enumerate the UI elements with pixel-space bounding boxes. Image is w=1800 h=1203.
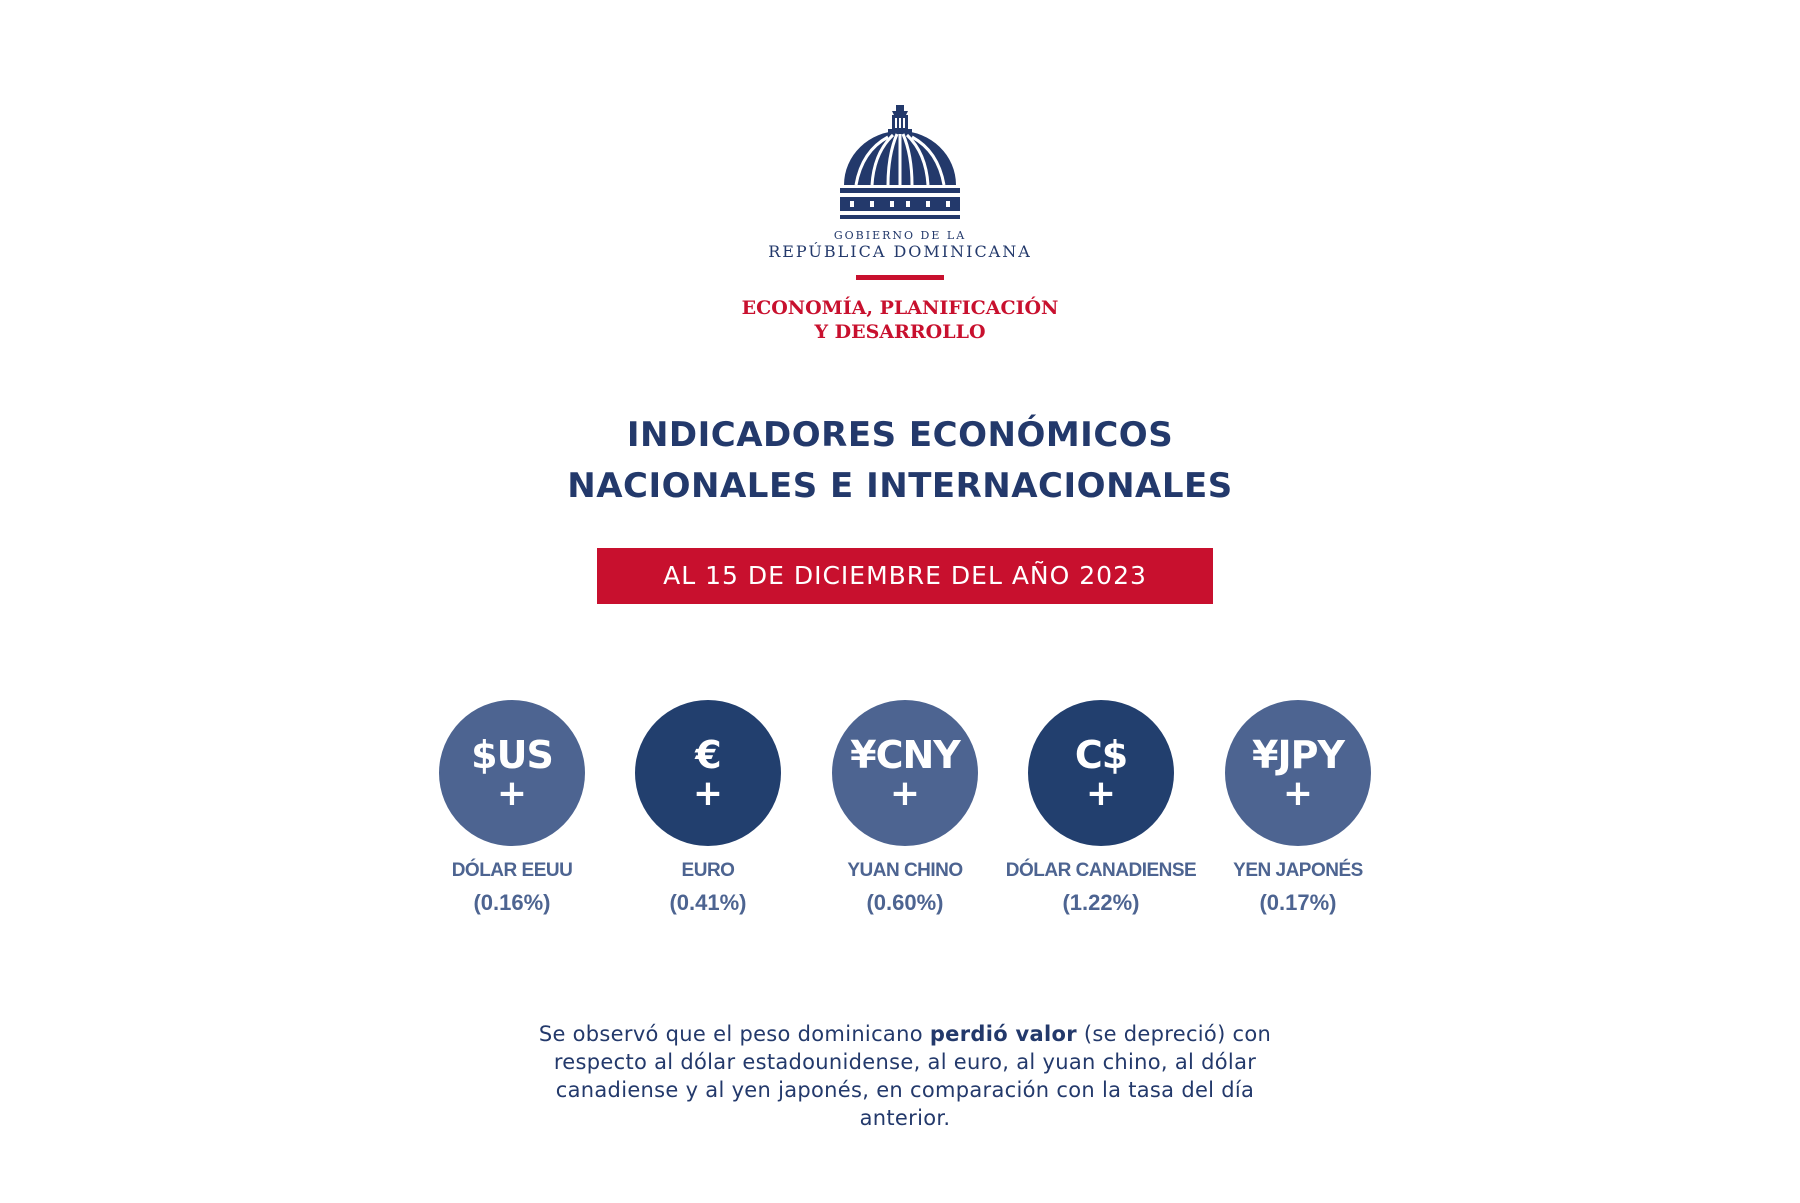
currency-item-jpy [1198,700,1398,916]
currency-item-eur [608,700,808,916]
ministry-name-line1: ECONOMÍA, PLANIFICACIÓN [741,297,1059,319]
currency-circle [832,700,978,846]
currency-item-usd [412,700,612,916]
capitol-dome-icon [840,105,960,223]
logo-divider [856,275,944,280]
currency-symbol: $US [471,733,553,777]
currency-change: (0.16%) [473,890,551,915]
plus-icon: + [496,773,528,814]
summary-text-bold: perdió valor [929,1022,1077,1046]
currency-item-cad [1001,700,1201,916]
currency-circle [635,700,781,846]
title-line2: NACIONALES E INTERNACIONALES [567,466,1233,506]
currency-name: YEN JAPONÉS [1233,860,1363,881]
currency-symbol: ¥JPY [1252,733,1344,777]
currency-circle [439,700,585,846]
plus-icon: + [1085,773,1117,814]
currency-symbol: ¥CNY [850,733,960,777]
summary-paragraph [520,1020,1290,1132]
currency-name: DÓLAR EEUU [451,860,573,881]
title-line1: INDICADORES ECONÓMICOS [626,415,1174,455]
currency-change: (0.17%) [1259,890,1337,915]
plus-icon: + [1282,773,1314,814]
currency-circle [1225,700,1371,846]
government-logo [0,105,1800,344]
summary-text-before: Se observó que el peso dominicano [538,1022,930,1046]
currency-symbol: C$ [1074,733,1128,777]
currency-circle [1028,700,1174,846]
plus-icon: + [889,773,921,814]
gov-line-small: GOBIERNO DE LA [833,229,967,242]
currency-name: EURO [681,860,735,881]
date-banner: AL 15 DE DICIEMBRE DEL AÑO 2023 [597,548,1213,604]
gov-line-big: REPÚBLICA DOMINICANA [768,242,1032,261]
currency-name: DÓLAR CANADIENSE [1005,860,1197,881]
plus-icon: + [692,773,724,814]
summary-text-after: (se depreció) con respecto al dólar estadounidense, al euro, al yuan chino, al dólar canadiense y al yen japonés, en comparación con la tasa del día anterior. [553,1022,1272,1130]
currency-change: (0.60%) [866,890,944,915]
currency-item-cny [805,700,1005,916]
currency-change: (0.41%) [669,890,747,915]
currency-name: YUAN CHINO [847,860,963,881]
currency-change: (1.22%) [1062,890,1140,915]
ministry-name-line2: Y DESARROLLO [814,321,986,343]
page-title [0,410,1800,512]
currency-symbol: € [695,733,721,777]
